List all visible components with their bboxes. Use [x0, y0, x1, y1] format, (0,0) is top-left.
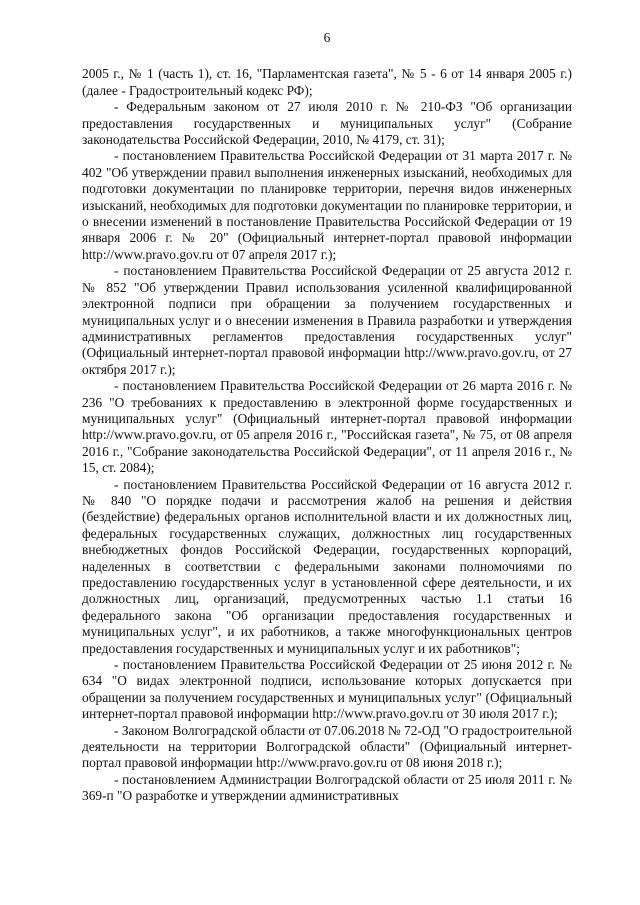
list-item-regional-law-72: - Законом Волгоградской области от 07.06.2018 № 72-ОД "О градостроительной деятельности на территории Волгоградской области" (Официальный интернет-портал правовой информации http://www.pravo.gov.ru от 08 июня 2018 г.);	[82, 722, 572, 771]
list-item-regional-resolution-369: - постановлением Администрации Волгоградской области от 25 июля 2011 г. № 369-п "О разработке и утверждении административных	[82, 771, 572, 804]
list-item-resolution-634: - постановлением Правительства Российской Федерации от 25 июня 2012 г. № 634 "О видах электронной подписи, использование которых допускается при обращении за получением государственных и муниципальных услуг" (Официальный интернет-портал правовой информации http://www.pravo.gov.ru от 30 июля 2017 г.);	[82, 657, 572, 722]
document-page	[82, 30, 572, 805]
list-item-resolution-236: - постановлением Правительства Российской Федерации от 26 марта 2016 г. № 236 "О требованиях к предоставлению в электронной форме государственных и муниципальных услуг" (Официальный интернет-портал правовой информации http://www.pravo.gov.ru, от 05 апреля 2016 г., "Российская газета", № 75, от 08 апреля 2016 г., "Собрание законодательства Российской Федерации", от 11 апреля 2016 г., № 15, ст. 2084);	[82, 378, 572, 476]
list-item-resolution-852: - постановлением Правительства Российской Федерации от 25 августа 2012 г. № 852 "Об утверждении Правил использования усиленной квалифицированной электронной подписи при обращении за получением государственных и муниципальных услуг и о внесении изменения в Правила разработки и утверждения административных регламентов предоставления государственных услуг" (Официальный интернет-портал правовой информации http://www.pravo.gov.ru, от 27 октября 2017 г.);	[82, 263, 572, 377]
page-number: 6	[323, 30, 331, 45]
list-item-federal-law-210: - Федеральным законом от 27 июля 2010 г. № 210-ФЗ "Об организации предоставления государственных и муниципальных услуг" (Собрание законодательства Российской Федерации, 2010, № 4179, ст. 31);	[82, 99, 572, 148]
list-item-resolution-840: - постановлением Правительства Российской Федерации от 16 августа 2012 г. № 840 "О порядке подачи и рассмотрения жалоб на решения и действия (бездействие) федеральных органов исполнительной власти и их должностных лиц, федеральных государственных служащих, должностных лиц государственных внебюджетных фондов Российской Федерации, государственных корпораций, наделенных в соответствии с федеральными законами полномочиями по предоставлению государственных услуг в установленной сфере деятельности, и их должностных лиц, организаций, предусмотренных частью 1.1 статьи 16 федерального закона "Об организации предоставления государственных и муниципальных услуг", и их работников, а также многофункциональных центров предоставления государственных и муниципальных услуг и их работников";	[82, 476, 572, 656]
list-item-resolution-402: - постановлением Правительства Российской Федерации от 31 марта 2017 г. № 402 "Об утверждении правил выполнения инженерных изысканий, необходимых для подготовки документации по планировке территории, перечня видов инженерных изысканий, необходимых для подготовки документации по планировке территории, и о внесении изменений в постановление Правительства Российской Федерации от 19 января 2006 г. № 20" (Официальный интернет-портал правовой информации http://www.pravo.gov.ru от 07 апреля 2017 г.);	[82, 148, 572, 262]
paragraph-continuation: 2005 г., № 1 (часть 1), ст. 16, "Парламентская газета", № 5 - 6 от 14 января 2005 г.) (далее - Градостроительный кодекс РФ);	[82, 66, 572, 98]
